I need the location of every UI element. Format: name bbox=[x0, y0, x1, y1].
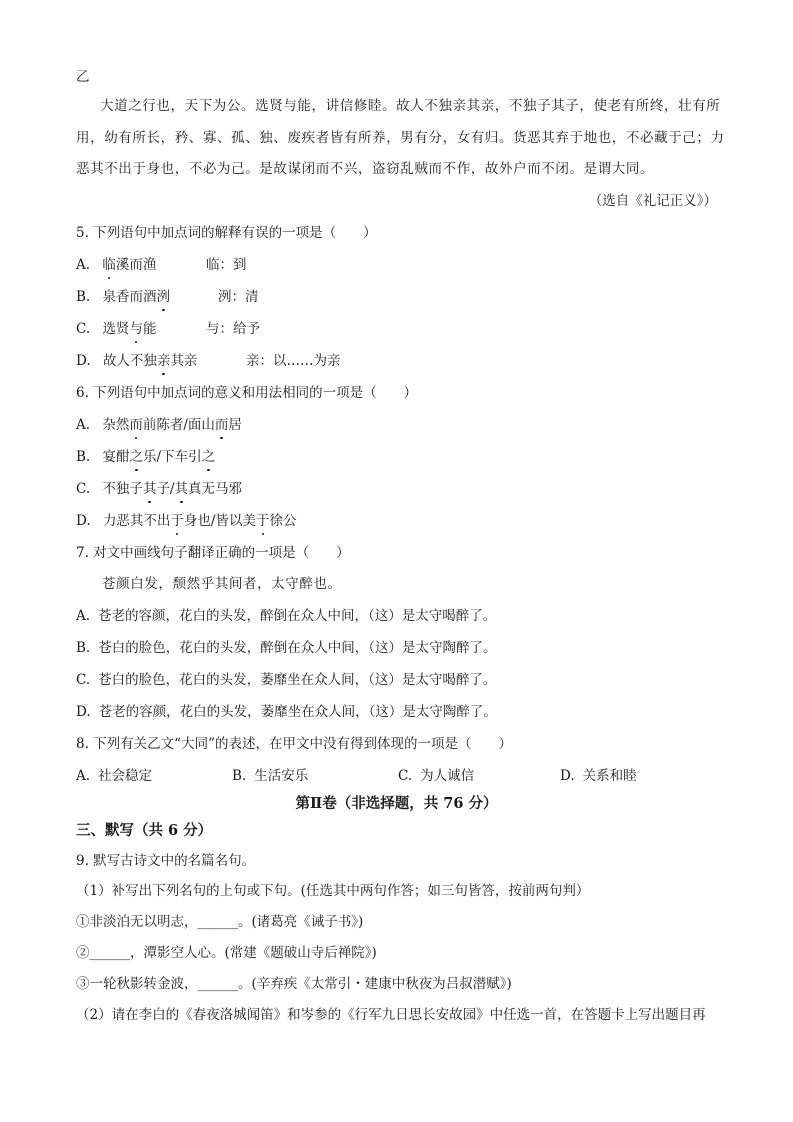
dotted-word: 临 bbox=[102, 257, 116, 273]
q5-option-b[interactable]: B. 泉香而酒洌 bbox=[76, 289, 171, 305]
q8-option-a[interactable]: A. 社会稳定 bbox=[76, 768, 153, 784]
dotted-word: 于 bbox=[256, 513, 270, 529]
dotted-word: 其 bbox=[142, 481, 157, 497]
q5-option-d[interactable]: D. 故人不独亲其亲 bbox=[76, 353, 198, 369]
q8-stem: 8. 下列有关乙文“大同”的表述，在甲文中没有得到体现的一项是（ ） bbox=[76, 736, 512, 752]
q5-note-a: 临：到 bbox=[206, 257, 247, 273]
answer-blank[interactable]: ______ bbox=[89, 945, 130, 961]
q5-option-a[interactable]: A. 临溪而渔 bbox=[76, 257, 157, 273]
q7-stem: 7. 对文中画线句子翻译正确的一项是（ ） bbox=[76, 545, 350, 561]
answer-blank[interactable]: ______ bbox=[197, 914, 238, 930]
q5-note-b: 洌：清 bbox=[218, 289, 259, 305]
passage-label: 乙 bbox=[76, 69, 91, 85]
passage-source: （选自《礼记正义》） bbox=[588, 193, 717, 209]
q6-stem: 6. 下列语句中加点词的意义和用法相同的一项是（ ） bbox=[76, 385, 418, 401]
dotted-word: 于 bbox=[170, 513, 184, 529]
q8-option-b[interactable]: B. 生活安乐 bbox=[232, 768, 309, 784]
q7-option-b[interactable]: B. 苍白的脸色，花白的头发，醉倒在众人中间，（这）是太守陶醉了。 bbox=[76, 640, 497, 656]
q9-sub2: （2）请在李白的《春夜洛城闻笛》和岑参的《行军九日思长安故园》中任选一首，在答题卡上写出题目再 bbox=[76, 1007, 706, 1023]
q9-item-1: ①非淡泊无以明志，______。(诸葛亮《诫子书》) bbox=[76, 914, 364, 930]
q9-sub1: （1）补写出下列名句的上句或下句。(任选其中两句作答；如三句皆答，按前两句判） bbox=[76, 883, 590, 899]
q7-option-c[interactable]: C. 苍白的脸色，花白的头发，萎靡坐在众人间，（这）是太守喝醉了。 bbox=[76, 672, 497, 688]
q9-item-2: ②______，潭影空人心。(常建《题破山寺后禅院》) bbox=[76, 945, 377, 961]
dotted-word: 与 bbox=[129, 321, 143, 337]
q6-option-b[interactable]: B. 宴酣之乐/下车引之 bbox=[76, 449, 216, 465]
q9-item-3: ③一轮秋影转金波，______。(辛弃疾《太常引・建康中秋夜为吕叔潜赋》) bbox=[76, 976, 512, 992]
q5-stem: 5. 下列语句中加点词的解释有误的一项是（ ） bbox=[76, 225, 377, 241]
passage-line-2: 用，幼有所长，矜、寡、孤、独、废疾者皆有所养，男有分，女有归。货恶其弃于地也，不必藏于己；力 bbox=[76, 130, 725, 146]
dotted-word: 之 bbox=[201, 449, 216, 465]
dotted-word: 其 bbox=[174, 481, 188, 497]
q8-option-d[interactable]: D. 关系和睦 bbox=[560, 768, 637, 784]
q6-option-d[interactable]: D. 力恶其不出于身也/皆以美于徐公 bbox=[76, 513, 297, 529]
q7-option-d[interactable]: D. 苍老的容颜，花白的头发，萎靡坐在众人间，（这）是太守陶醉了。 bbox=[76, 704, 497, 720]
passage-line-1: 大道之行也，天下为公。选贤与能，讲信修睦。故人不独亲其亲，不独子其子，使老有所终，壮有所 bbox=[100, 98, 721, 114]
part2-title: 第Ⅱ卷（非选择题，共 76 分） bbox=[295, 795, 498, 812]
q5-option-c[interactable]: C. 选贤与能 bbox=[76, 321, 157, 337]
dotted-word: 而 bbox=[214, 417, 229, 433]
dotted-word: 亲 bbox=[156, 353, 171, 369]
dotted-word: 洌 bbox=[156, 289, 171, 305]
q6-option-c[interactable]: C. 不独子其子/其真无马邪 bbox=[76, 481, 242, 497]
q9-stem: 9. 默写古诗文中的名篇名句。 bbox=[76, 853, 256, 869]
answer-blank[interactable]: ______ bbox=[197, 976, 238, 992]
passage-line-3: 恶其不出于身也，不必为己。是故谋闭而不兴，盗窃乱贼而不作，故外户而不闭。是谓大同。 bbox=[76, 161, 655, 177]
dotted-word: 之 bbox=[129, 449, 144, 465]
q7-quote: 苍颜白发，颓然乎其间者，太守醉也。 bbox=[102, 576, 342, 592]
section3-title: 三、默写（共 6 分） bbox=[76, 822, 213, 839]
q7-option-a[interactable]: A. 苍老的容颜，花白的头发，醉倒在众人中间，（这）是太守喝醉了。 bbox=[76, 608, 497, 624]
q6-option-a[interactable]: A. 杂然而前陈者/面山而居 bbox=[76, 417, 242, 433]
q5-note-c: 与：给予 bbox=[206, 321, 260, 337]
dotted-word: 而 bbox=[129, 417, 143, 433]
q8-option-c[interactable]: C. 为人诚信 bbox=[398, 768, 475, 784]
option-letter: A. bbox=[76, 257, 91, 273]
q5-note-d: 亲：以……为亲 bbox=[246, 353, 341, 369]
